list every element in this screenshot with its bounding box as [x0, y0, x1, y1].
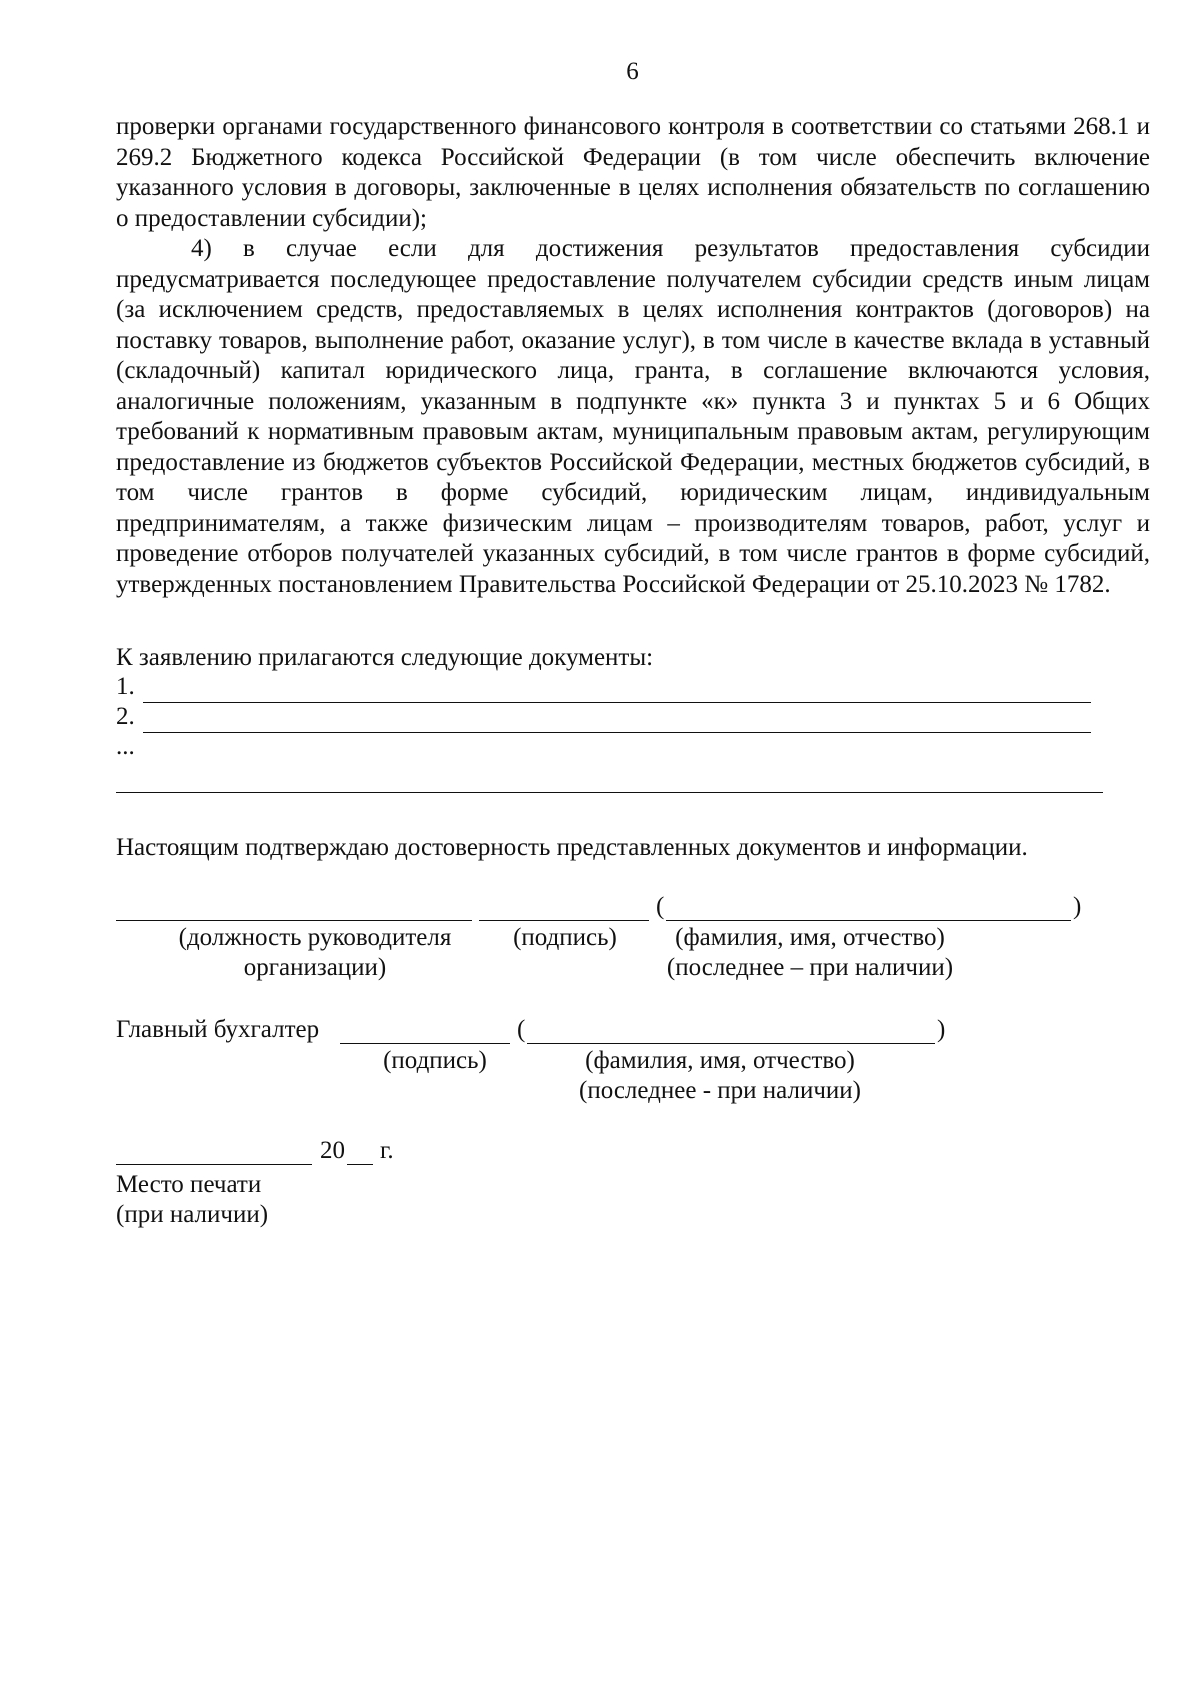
- attachment-line-extra[interactable]: [116, 792, 1103, 793]
- stamp-place: [116, 1170, 268, 1230]
- accountant-name-caption-line-2: (последнее - при наличии): [579, 1077, 861, 1104]
- body-text: [116, 112, 1150, 600]
- position-caption: [150, 923, 480, 983]
- page-number: 6: [626, 58, 639, 85]
- date-year-suffix: г.: [380, 1137, 394, 1164]
- paragraph-condition-3-end: проверки органами государственного финансового контроля в соответствии со статьями 268.1 и 269.2 Бюджетного кодекса Российской Федерации (в том числе обеспечить включение указанного условия в договоры, заключенные в целях исполнения обязательств по соглашению о предоставлении субсидии);: [116, 113, 1150, 232]
- accountant-label: Главный бухгалтер: [116, 1016, 320, 1043]
- attachments-intro: К заявлению прилагаются следующие документы:: [116, 644, 654, 671]
- head-name-caption-line-1: (фамилия, имя, отчество): [675, 924, 945, 951]
- attachment-ellipsis: ...: [116, 733, 135, 760]
- stamp-place-line-2: (при наличии): [116, 1201, 269, 1228]
- position-line[interactable]: [116, 920, 472, 921]
- date-year-prefix: 20: [320, 1137, 345, 1164]
- head-name-line[interactable]: [666, 920, 1071, 921]
- position-caption-line-1: (должность руководителя: [178, 924, 452, 951]
- stamp-place-line-1: Место печати: [116, 1171, 262, 1198]
- accountant-signature-caption: (подпись): [383, 1047, 487, 1074]
- attachment-number-2: 2.: [116, 703, 135, 730]
- confirmation-text: Настоящим подтверждаю достоверность представленных документов и информации.: [116, 834, 1028, 861]
- position-caption-line-2: организации): [243, 954, 387, 981]
- attachment-number-1: 1.: [116, 673, 135, 700]
- attachment-line-2[interactable]: [143, 732, 1091, 733]
- head-name-caption-line-2: (последнее – при наличии): [666, 954, 954, 981]
- accountant-name-close-paren: ): [937, 1016, 946, 1043]
- head-signature-caption: (подпись): [513, 924, 617, 951]
- accountant-name-line[interactable]: [527, 1043, 935, 1044]
- head-name-open-paren: (: [656, 893, 665, 920]
- paragraph-condition-4: 4) в случае если для достижения результатов предоставления субсидии предусматривается последующее предоставление получателем субсидии средств иным лицам (за исключением средств, предоставляемых в целях исполнения контрактов (договоров) на поставку товаров, выполнение работ, оказание услуг), в том числе в качестве вклада в уставный (складочный) капитал юридического лица, гранта, в соглашение включаются условия, аналогичные положениям, указанным в подпункте «к» пункта 3 и пунктах 5 и 6 Общих требований к нормативным правовым актам, муниципальным правовым актам, регулирующим предоставление из бюджетов субъектов Российской Федерации, местных бюджетов субсидий, в том числе грантов в форме субсидий, юридическим лицам, индивидуальным предпринимателям, а также физическим лицам – производителям товаров, работ, услуг и проведение отборов получателей указанных субсидий, в том числе грантов в форме субсидий, утвержденных постановлением Правительства Российской Федерации от 25.10.2023 № 1782.: [116, 235, 1150, 598]
- head-name-caption: [630, 923, 990, 983]
- attachment-line-1[interactable]: [143, 702, 1091, 703]
- head-name-close-paren: ): [1073, 893, 1082, 920]
- accountant-name-open-paren: (: [517, 1016, 526, 1043]
- date-line[interactable]: [116, 1164, 312, 1165]
- accountant-name-caption: [535, 1046, 905, 1106]
- accountant-signature-line[interactable]: [340, 1043, 510, 1044]
- accountant-name-caption-line-1: (фамилия, имя, отчество): [585, 1047, 855, 1074]
- head-signature-line[interactable]: [479, 920, 649, 921]
- date-year-line[interactable]: [347, 1164, 373, 1165]
